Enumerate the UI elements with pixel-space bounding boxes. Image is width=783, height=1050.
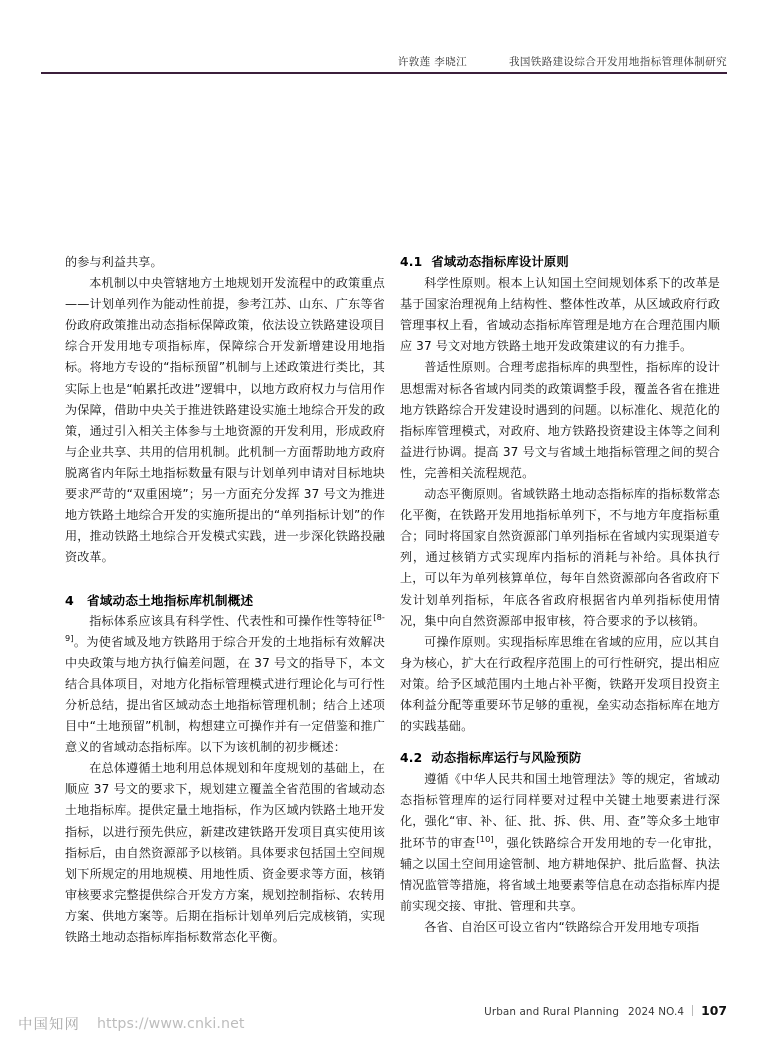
running-head-article-title: 我国铁路建设综合开发用地指标管理体制研究 — [509, 56, 727, 68]
footer-separator-bar — [692, 1005, 693, 1016]
paragraph-universality-principle: 普适性原则。合理考虑指标库的典型性，指标库的设计思想需对标各省域内同类的政策调整手段，覆盖各省在推进地方铁路综合开发建设时遇到的问题。以标准化、规范化的指标库管理模式，对政府、地方铁路投资建设主体等之间利益进行协调。提高 37 号文与省域土地指标管理之间的契合性，完善相关流程规范。 — [400, 360, 720, 480]
subsection-spacer — [400, 737, 720, 748]
right-column — [400, 252, 720, 938]
paragraph-dynamic-balance-principle: 动态平衡原则。省域铁路土地动态指标库的指标数常态化平衡，在铁路开发用地指标单列下，不与地方年度指标重合；同时将国家自然资源部门单列指标在省域内实现渠道专列，通过核销方式实现库内指标的消耗与补给。具体执行上，可以年为单列核算单位，每年自然资源部向各省政府下发计划单列指标，年底各省政府根据省内单列指标使用情况，集中向自然资源部申报审核，符合要求的予以核销。 — [400, 487, 720, 628]
reference-marker-8-9: [8-9] — [65, 611, 385, 643]
cnki-url-label: https://www.cnki.net — [96, 1015, 245, 1032]
subsection-number-4-2: 4.2 — [400, 751, 423, 766]
paragraph-operability-principle: 可操作原则。实现指标库思维在省域的应用，应以其自身为核心，扩大在行政程序范围上的可行性研究，提出相应对策。给予区域范围内土地占补平衡，铁路开发项目投资主体利益分配等重要环节足够的重视，垒实动态指标库在地方的实践基础。 — [400, 634, 720, 734]
subsection-heading-4-1 — [400, 252, 720, 273]
paragraph-land-law-operation — [400, 769, 720, 917]
subsection-title-4-1: 省域动态指标库设计原则 — [431, 255, 569, 269]
section-heading-4 — [65, 590, 385, 611]
subsection-number-4-1: 4.1 — [400, 255, 423, 269]
paragraph-province-special-index: 各省、自治区可设立省内“铁路综合开发用地专项指 — [424, 919, 700, 934]
paragraph-continued: 的参与利益共享。 — [65, 255, 163, 269]
running-head-authors: 许敦莲 李晓江 — [397, 56, 467, 68]
paragraph-mechanism-policy: 本机制以中央管辖地方土地规划开发流程中的政策重点——计划单列作为能动性前提，参考江苏、山东、广东等省份政府政策推出动态指标保障政策，依法设立铁路建设项目综合开发用地专项指标库，保障综合开发新增建设用地指标。将地方专设的“指标预留”机制与上述政策进行类比，其实际上也是“帕累托改进”逻辑中，以地方政府权力与信用作为保障，借助中央关于推进铁路建设实施土地综合开发的政策，通过引入相关主体参与土地资源的开发利用，形成政府与企业共享、共用的信用机制。此机制一方面帮助地方政府脱离省内年际土地指标数量有限与计划单列申请对目标地块要求严苛的“双重困境”；另一方面充分发挥 37 号文为推进地方铁路土地综合开发的实施所提出的“单列指标计划”的作用，推动铁路土地综合开发模式实践，进一步深化铁路投融资改革。 — [65, 276, 385, 565]
journal-name: Urban and Rural Planning — [484, 1006, 620, 1018]
subsection-heading-4-2 — [400, 748, 720, 769]
cnki-brand-label: 中国知网 — [18, 1017, 80, 1033]
section-title-4: 省域动态土地指标库机制概述 — [86, 592, 254, 608]
paragraph-index-system-part2: 。为使省域及地方铁路用于综合开发的土地指标有效解决中央政策与地方执行偏差问题，在 37 号文的指导下，本文结合具体项目，对地方化指标管理模式进行理论化与可行性分析总结，提出省区域动态土地指标管理机制；结合上述项目中“土地预留”机制，构想建立可操作并有一定借鉴和推广意义的省域动态指标库。以下为该机制的初步概述： — [65, 634, 385, 755]
paragraph-scientific-principle: 科学性原则。根本上认知国土空间规划体系下的改革是基于国家治理视角上结构性、整体性改革，从区域政府行政管理事权上看，省域动态指标库管理是地方在合理范围内顺应 37 号文对地方铁路土地开发政策建议的有力推手。 — [400, 276, 720, 354]
section-spacer — [65, 568, 385, 589]
subsection-title-4-2: 动态指标库运行与风险预防 — [431, 751, 582, 766]
reference-marker-10: [10] — [476, 833, 494, 844]
footer-journal-info — [484, 1003, 727, 1018]
page-number: 107 — [701, 1003, 727, 1018]
paragraph-index-system — [65, 611, 385, 759]
running-head — [55, 54, 727, 69]
journal-issue: 2024 NO.4 — [628, 1006, 685, 1018]
paragraph-provincial-pool: 在总体遵循土地利用总体规划和年度规划的基础上，在顺应 37 号文的要求下，规划建立覆盖全省范围的省域动态土地指标库。提供定量土地指标，作为区域内铁路土地开发指标，以进行预先供应，新建改建铁路开发项目真实使用该指标后，由自然资源部予以核销。具体要求包括国土空间规划下所规定的用地规模、用地性质、资金要求等方面，核销审核要求完整提供综合开发方方案，规划控制指标、农转用方案、供地方案等。后期在指标计划单列后完成核销，实现铁路土地动态指标库指标数常态化平衡。 — [65, 761, 385, 944]
header-rule-divider — [41, 72, 727, 74]
section-number-4: 4 — [65, 592, 74, 608]
paragraph-index-system-part1: 指标体系应该具有科学性、代表性和可操作性等特征 — [89, 613, 373, 628]
paragraph-land-law-part1: 遵循《中华人民共和国土地管理法》等的规定，省域动态指标管理库的运行同样要对过程中关键土地要素进行深化，强化“审、补、征、批、拆、供、用、查”等众多土地审批环节的审查 — [400, 772, 720, 850]
cnki-watermark — [18, 1013, 245, 1034]
left-column — [65, 252, 385, 948]
paragraph-land-law-part2: ，强化铁路综合开发用地的专一化审批，辅之以国土空间用途管制、地方耕地保护、批后监督、执法情况监管等措施，将省域土地要素等信息在动态指标库内提前实现交接、审批、管理和共享。 — [400, 835, 720, 913]
